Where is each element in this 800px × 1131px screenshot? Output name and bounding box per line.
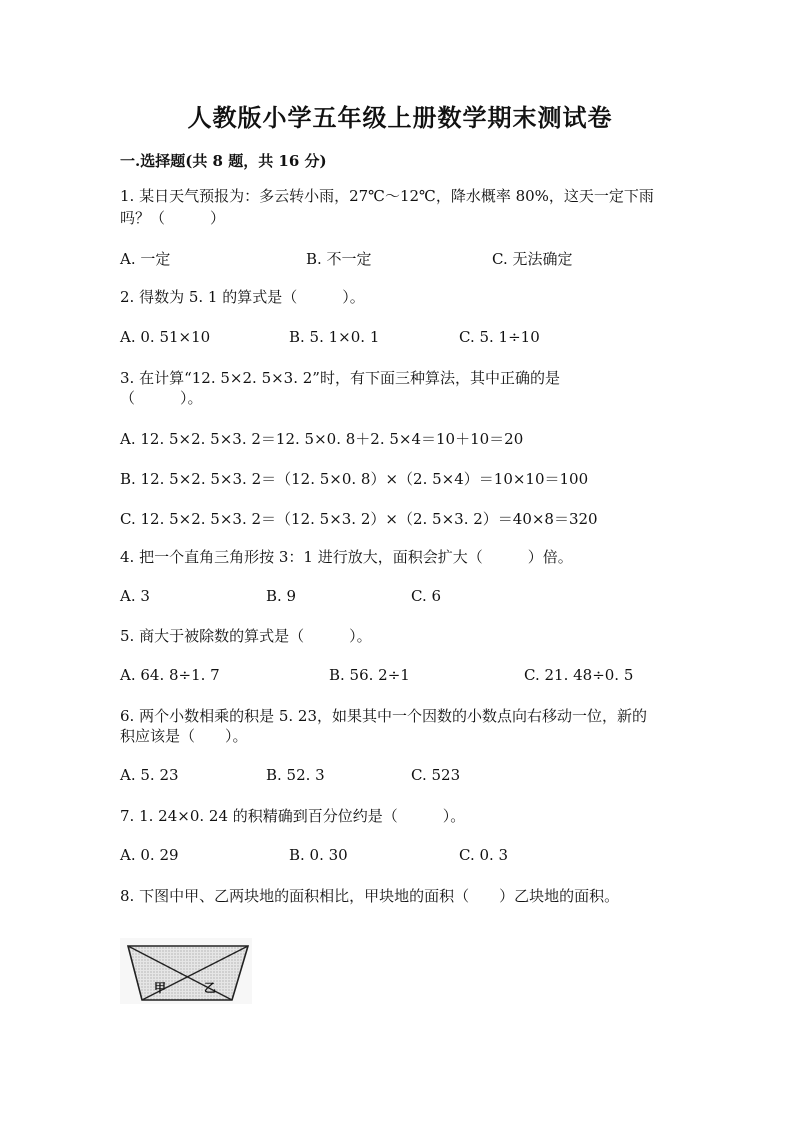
- question-5-text: 5. 商大于被除数的算式是（ ）。: [120, 627, 372, 645]
- question-4-text: 4. 把一个直角三角形按 3：1 进行放大，面积会扩大（ ）倍。: [120, 548, 573, 566]
- q2-option-a: A. 0. 51×10: [120, 328, 211, 346]
- question-2-text: 2. 得数为 5. 1 的算式是（ ）。: [120, 288, 365, 306]
- q3-option-b: B. 12. 5×2. 5×3. 2＝（12. 5×0. 8）×（2. 5×4）＝10×10＝100: [120, 470, 589, 488]
- page-title: 人教版小学五年级上册数学期末测试卷: [187, 103, 613, 132]
- question-1-text: 1. 某日天气预报为：多云转小雨，27℃～12℃，降水概率 80%，这天一定下雨: [120, 187, 654, 205]
- label-jia: 甲: [154, 981, 167, 995]
- question-8-text: 8. 下图中甲、乙两块地的面积相比，甲块地的面积（ ）乙块地的面积。: [120, 887, 620, 905]
- q1-option-a: A. 一定: [120, 250, 171, 268]
- question-6-text-cont: 积应该是（ ）。: [120, 727, 248, 745]
- q5-option-b: B. 56. 2÷1: [329, 666, 410, 684]
- section-heading: 一.选择题(共 8 题，共 16 分): [120, 152, 327, 170]
- q7-option-a: A. 0. 29: [120, 846, 179, 864]
- q7-option-b: B. 0. 30: [289, 846, 348, 864]
- q3-option-c: C. 12. 5×2. 5×3. 2＝（12. 5×3. 2）×（2. 5×3. 2）＝40×8＝320: [120, 510, 598, 528]
- q7-option-c: C. 0. 3: [459, 846, 509, 864]
- q1-option-b: B. 不一定: [306, 250, 372, 268]
- question-6-text: 6. 两个小数相乘的积是 5. 23，如果其中一个因数的小数点向右移动一位，新的: [120, 707, 648, 725]
- q6-option-b: B. 52. 3: [266, 766, 325, 784]
- question-1-text-cont: 吗？（ ）: [120, 209, 226, 227]
- question-3-text-cont: （ ）。: [120, 389, 203, 407]
- trapezoid-region: [128, 946, 248, 1000]
- q3-option-a: A. 12. 5×2. 5×3. 2＝12. 5×0. 8＋2. 5×4＝10＋10＝20: [120, 430, 524, 448]
- q5-option-a: A. 64. 8÷1. 7: [120, 666, 220, 684]
- q2-option-c: C. 5. 1÷10: [459, 328, 540, 346]
- q1-option-c: C. 无法确定: [492, 250, 573, 268]
- trapezoid-figure: [120, 938, 252, 1004]
- q4-option-a: A. 3: [120, 587, 150, 605]
- q2-option-b: B. 5. 1×0. 1: [289, 328, 380, 346]
- q4-option-c: C. 6: [411, 587, 442, 605]
- question-7-text: 7. 1. 24×0. 24 的积精确到百分位约是（ ）。: [120, 807, 466, 825]
- q5-option-c: C. 21. 48÷0. 5: [524, 666, 634, 684]
- q6-option-c: C. 523: [411, 766, 461, 784]
- q6-option-a: A. 5. 23: [120, 766, 179, 784]
- question-3-text: 3. 在计算“12. 5×2. 5×3. 2”时，有下面三种算法，其中正确的是: [120, 369, 560, 387]
- q4-option-b: B. 9: [266, 587, 297, 605]
- label-yi: 乙: [204, 981, 217, 995]
